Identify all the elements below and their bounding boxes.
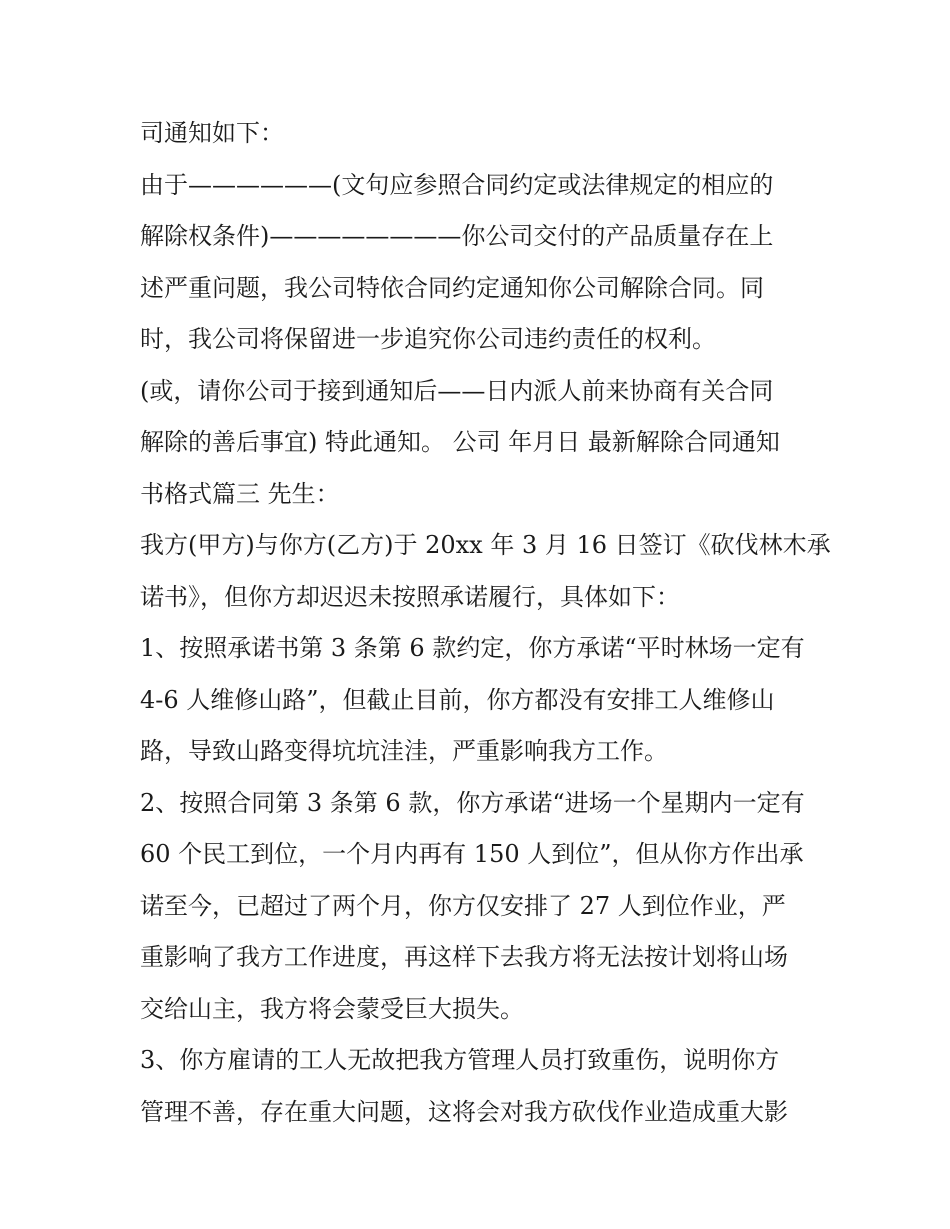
text-line: 司通知如下：: [140, 119, 284, 147]
text-line: 3、你方雇请的工人无故把我方管理人员打致重伤，说明你方: [140, 1046, 780, 1074]
text-line: 我方(甲方)与你方(乙方)于 20xx 年 3 月 16 日签订《砍伐林木承: [140, 531, 831, 559]
text-line: 1、按照承诺书第 3 条第 6 款约定，你方承诺“平时林场一定有: [140, 634, 805, 662]
text-line: 4-6 人维修山路”，但截止目前，你方都没有安排工人维修山: [140, 685, 775, 714]
document-body: [140, 108, 831, 1138]
text-line: 由于——————(文句应参照合同约定或法律规定的相应的: [140, 170, 774, 199]
text-line: 诺书》，但你方却迟迟未按照承诺履行，具体如下：: [140, 582, 680, 611]
text-line: 书格式篇三 先生：: [140, 479, 340, 508]
text-line: 管理不善，存在重大问题，这将会对我方砍伐作业造成重大影: [140, 1097, 788, 1126]
text-line: 2、按照合同第 3 条第 6 款，你方承诺“进场一个星期内一定有: [140, 788, 805, 817]
text-line: 述严重问题，我公司特依合同约定通知你公司解除合同。同: [140, 273, 764, 302]
text-line: 重影响了我方工作进度，再这样下去我方将无法按计划将山场: [140, 943, 788, 971]
text-line: 解除的善后事宜) 特此通知。 公司 年月日 最新解除合同通知: [140, 428, 780, 456]
text-line: (或，请你公司于接到通知后——日内派人前来协商有关合同: [140, 376, 774, 405]
text-line: 解除权条件)————————你公司交付的产品质量存在上: [140, 222, 774, 250]
text-line: 诺至今，已超过了两个月，你方仅安排了 27 人到位作业，严: [140, 891, 786, 920]
text-line: 路，导致山路变得坑坑洼洼，严重影响我方工作。: [140, 737, 668, 765]
text-line: 60 个民工到位，一个月内再有 150 人到位”，但从你方作出承: [140, 840, 804, 868]
text-line: 交给山主，我方将会蒙受巨大损失。: [140, 994, 524, 1023]
text-line: 时，我公司将保留进一步追究你公司违约责任的权利。: [140, 325, 716, 353]
